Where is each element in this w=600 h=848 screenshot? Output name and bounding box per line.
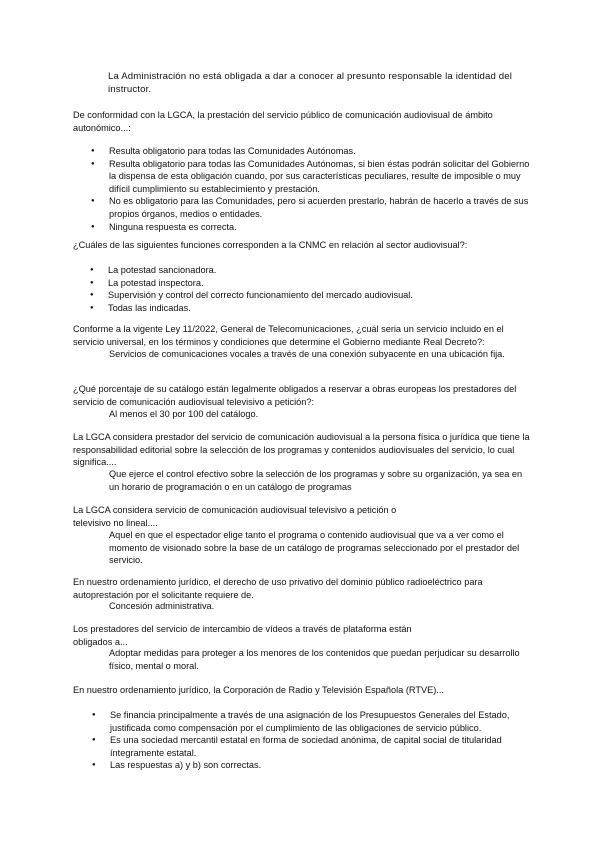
answer-7: Concesión administrativa. bbox=[109, 601, 215, 611]
question-1-options bbox=[91, 145, 536, 233]
question-3: Conforme a la vigente Ley 11/2022, General de Telecomunicaciones, ¿cuál seria un servicio incluido en el servicio universal, en los términos y condiciones que determine el Gobierno mediante Real Decreto?: bbox=[73, 324, 504, 347]
question-1: De conformidad con la LGCA, la prestación del servicio público de comunicación audiovisual de ámbito autonómico...: bbox=[73, 110, 493, 133]
question-6-line-2: televisivo no lineal.... bbox=[73, 517, 158, 528]
list-item: ● Todas las indicadas. bbox=[90, 302, 535, 315]
question-8-line-2: obligados a... bbox=[73, 636, 128, 647]
list-item: ● No es obligatorio para las Comunidades, pero si acuerden prestarlo, habrán de hacerlo a través de sus propios órganos, medios o entidades. bbox=[91, 195, 536, 220]
answer-3: Servicios de comunicaciones vocales a través de una conexión subyacente en una ubicación fija. bbox=[109, 349, 505, 359]
question-5: La LGCA considera prestador del servicio de comunicación audiovisual a la persona física o jurídica que tiene la responsabilidad editorial sobre la selección de los programas y contenidos audiovisuales del servicio, lo cual significa.... bbox=[73, 432, 530, 468]
answer-4: Al menos el 30 por 100 del catálogo. bbox=[109, 409, 259, 419]
list-item: ● Supervisión y control del correcto funcionamiento del mercado audiovisual. bbox=[90, 289, 535, 302]
question-9: En nuestro ordenamiento jurídico, la Corporación de Radio y Televisión Española (RTVE)... bbox=[73, 685, 444, 695]
list-item: ● Se financia principalmente a través de una asignación de los Presupuestos Generales del Estado, justificada como compensación por el cumplimiento de las obligaciones de servicio público. bbox=[92, 709, 522, 734]
question-7: En nuestro ordenamiento jurídico, el derecho de uso privativo del dominio público radioeléctrico para autoprestación por el solicitante requiere de. bbox=[73, 577, 483, 600]
question-2-options bbox=[90, 264, 535, 314]
intro-answer: La Administración no está obligada a dar a conocer al presunto responsable la identidad del instructor. bbox=[108, 71, 513, 96]
question-4: ¿Qué porcentaje de su catálogo están legalmente obligados a reservar a obras europeas los prestadores del servicio de comunicación audiovisual televisivo a petición?: bbox=[73, 384, 517, 407]
list-item: ● Ninguna respuesta es correcta. bbox=[91, 221, 536, 234]
list-item: ● La potestad sancionadora. bbox=[90, 264, 535, 277]
answer-6: Aquel en que el espectador elige tanto el programa o contenido audiovisual que va a ver como el momento de visionado sobre la base de un catálogo de programas seleccionado por el prestador del servicio. bbox=[109, 530, 520, 566]
question-6-line-1: La LGCA considera servicio de comunicación audiovisual televisivo a petición o bbox=[73, 505, 397, 515]
question-9-options bbox=[92, 709, 522, 772]
answer-5: Que ejerce el control efectivo sobre la selección de los programas y sobre su organización, ya sea en un horario de programación o en un catálogo de programas bbox=[109, 469, 523, 492]
answer-8: Adoptar medidas para proteger a los menores de los contenidos que puedan perjudicar su desarrollo físico, mental o moral. bbox=[109, 648, 520, 671]
list-item: ● Las respuestas a) y b) son correctas. bbox=[92, 759, 522, 772]
list-item: ● Es una sociedad mercantil estatal en forma de sociedad anónima, de capital social de titularidad íntegramente estatal. bbox=[92, 734, 522, 759]
question-8-line-1: Los prestadores del servicio de intercambio de vídeos a través de plataforma están bbox=[73, 624, 412, 634]
question-2: ¿Cuáles de las siguientes funciones corresponden a la CNMC en relación al sector audiovisual?: bbox=[73, 240, 468, 250]
question-8 bbox=[73, 623, 533, 648]
list-item: ● Resulta obligatorio para todas las Comunidades Autónomas, si bien éstas podrán solicitar del Gobierno la dispensa de esta obligación cuando, por sus características peculiares, resulte de imposible o muy difícil cumplimiento su establecimiento y prestación. bbox=[91, 158, 536, 196]
question-6 bbox=[73, 504, 533, 529]
list-item: ● Resulta obligatorio para todas las Comunidades Autónomas. bbox=[91, 145, 536, 158]
list-item: ● La potestad inspectora. bbox=[90, 277, 535, 290]
